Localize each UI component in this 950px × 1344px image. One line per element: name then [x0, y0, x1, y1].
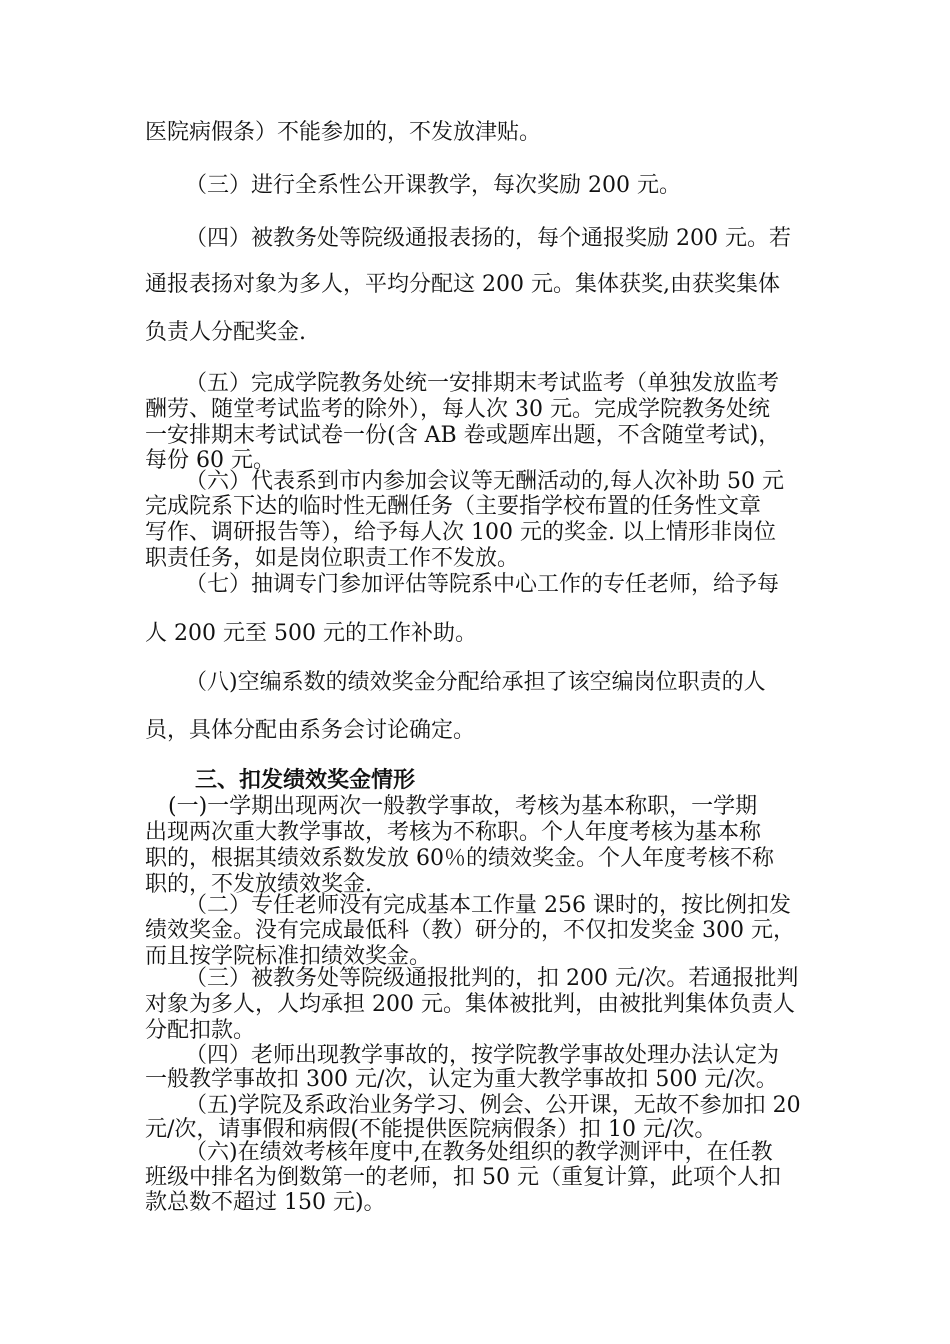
text-line: （三）被教务处等院级通报批判的，扣 200 元/次。若通报批判: [185, 966, 799, 991]
text-line: 员，具体分配由系务会讨论确定。: [145, 718, 476, 743]
text-line: （五)学院及系政治业务学习、例会、公开课，无故不参加扣 20: [185, 1093, 801, 1118]
text-line: （四）被教务处等院级通报表扬的，每个通报奖励 200 元。若: [185, 226, 791, 251]
text-line: 而且按学院标准扣绩效奖金。: [145, 944, 432, 969]
text-line: 人 200 元至 500 元的工作补助。: [145, 621, 477, 646]
text-line: （四）老师出现教学事故的，按学院教学事故处理办法认定为: [185, 1043, 780, 1068]
text-line: 款总数不超过 150 元)。: [145, 1190, 386, 1215]
text-line: 写作、调研报告等），给予每人次 100 元的奖金. 以上情形非岗位: [145, 520, 776, 545]
text-line: 通报表扬对象为多人，平均分配这 200 元。集体获奖,由获奖集体: [145, 272, 780, 297]
text-line: 医院病假条）不能参加的，不发放津贴。: [145, 120, 542, 145]
text-line: 一安排期末考试试卷一份(含 AB 卷或题库出题，不含随堂考试)，: [145, 423, 781, 448]
text-line: （五）完成学院教务处统一安排期末考试监考（单独发放监考: [185, 371, 780, 396]
text-line: 分配扣款。: [145, 1018, 256, 1043]
text-line: 完成院系下达的临时性无酬任务（主要指学校布置的任务性文章: [145, 494, 762, 519]
text-line: 职责任务，如是岗位职责工作不发放。: [145, 546, 520, 571]
text-line: （七）抽调专门参加评估等院系中心工作的专任老师，给予每: [185, 572, 780, 597]
text-line: 出现两次重大教学事故，考核为不称职。个人年度考核为基本称: [145, 820, 762, 845]
text-line: 班级中排名为倒数第一的老师，扣 50 元（重复计算，此项个人扣: [145, 1165, 781, 1190]
text-line: （八)空编系数的绩效奖金分配给承担了该空编岗位职责的人: [185, 670, 766, 695]
section-heading: 三、扣发绩效奖金情形: [195, 768, 416, 793]
text-line: 一般教学事故扣 300 元/次，认定为重大教学事故扣 500 元/次。: [145, 1067, 778, 1092]
text-line: 职的，根据其绩效系数发放 60％的绩效奖金。个人年度考核不称: [145, 846, 774, 871]
text-line: （六)在绩效考核年度中,在教务处组织的教学测评中，在任教: [185, 1140, 773, 1165]
text-line: 每份 60 元。: [145, 448, 275, 473]
text-line: 酬劳、随堂考试监考的除外），每人次 30 元。完成学院教务处统: [145, 397, 770, 422]
text-line: 负责人分配奖金.: [145, 320, 306, 345]
text-line: （六）代表系到市内参加会议等无酬活动的,每人次补助 50 元: [185, 469, 784, 494]
text-line: 绩效奖金。没有完成最低科（教）研分的，不仅扣发奖金 300 元，: [145, 918, 795, 943]
text-line: （三）进行全系性公开课教学，每次奖励 200 元。: [185, 173, 681, 198]
text-line: 对象为多人，人均承担 200 元。集体被批判，由被批判集体负责人: [145, 992, 795, 1017]
text-line: (一)一学期出现两次一般教学事故，考核为基本称职，一学期: [168, 794, 758, 819]
text-line: 元/次，请事假和病假(不能提供医院病假条）扣 10 元/次。: [145, 1117, 717, 1142]
text-line: （二）专任老师没有完成基本工作量 256 课时的，按比例扣发: [185, 893, 791, 918]
text-line: 职的，不发放绩效奖金.: [145, 872, 372, 897]
